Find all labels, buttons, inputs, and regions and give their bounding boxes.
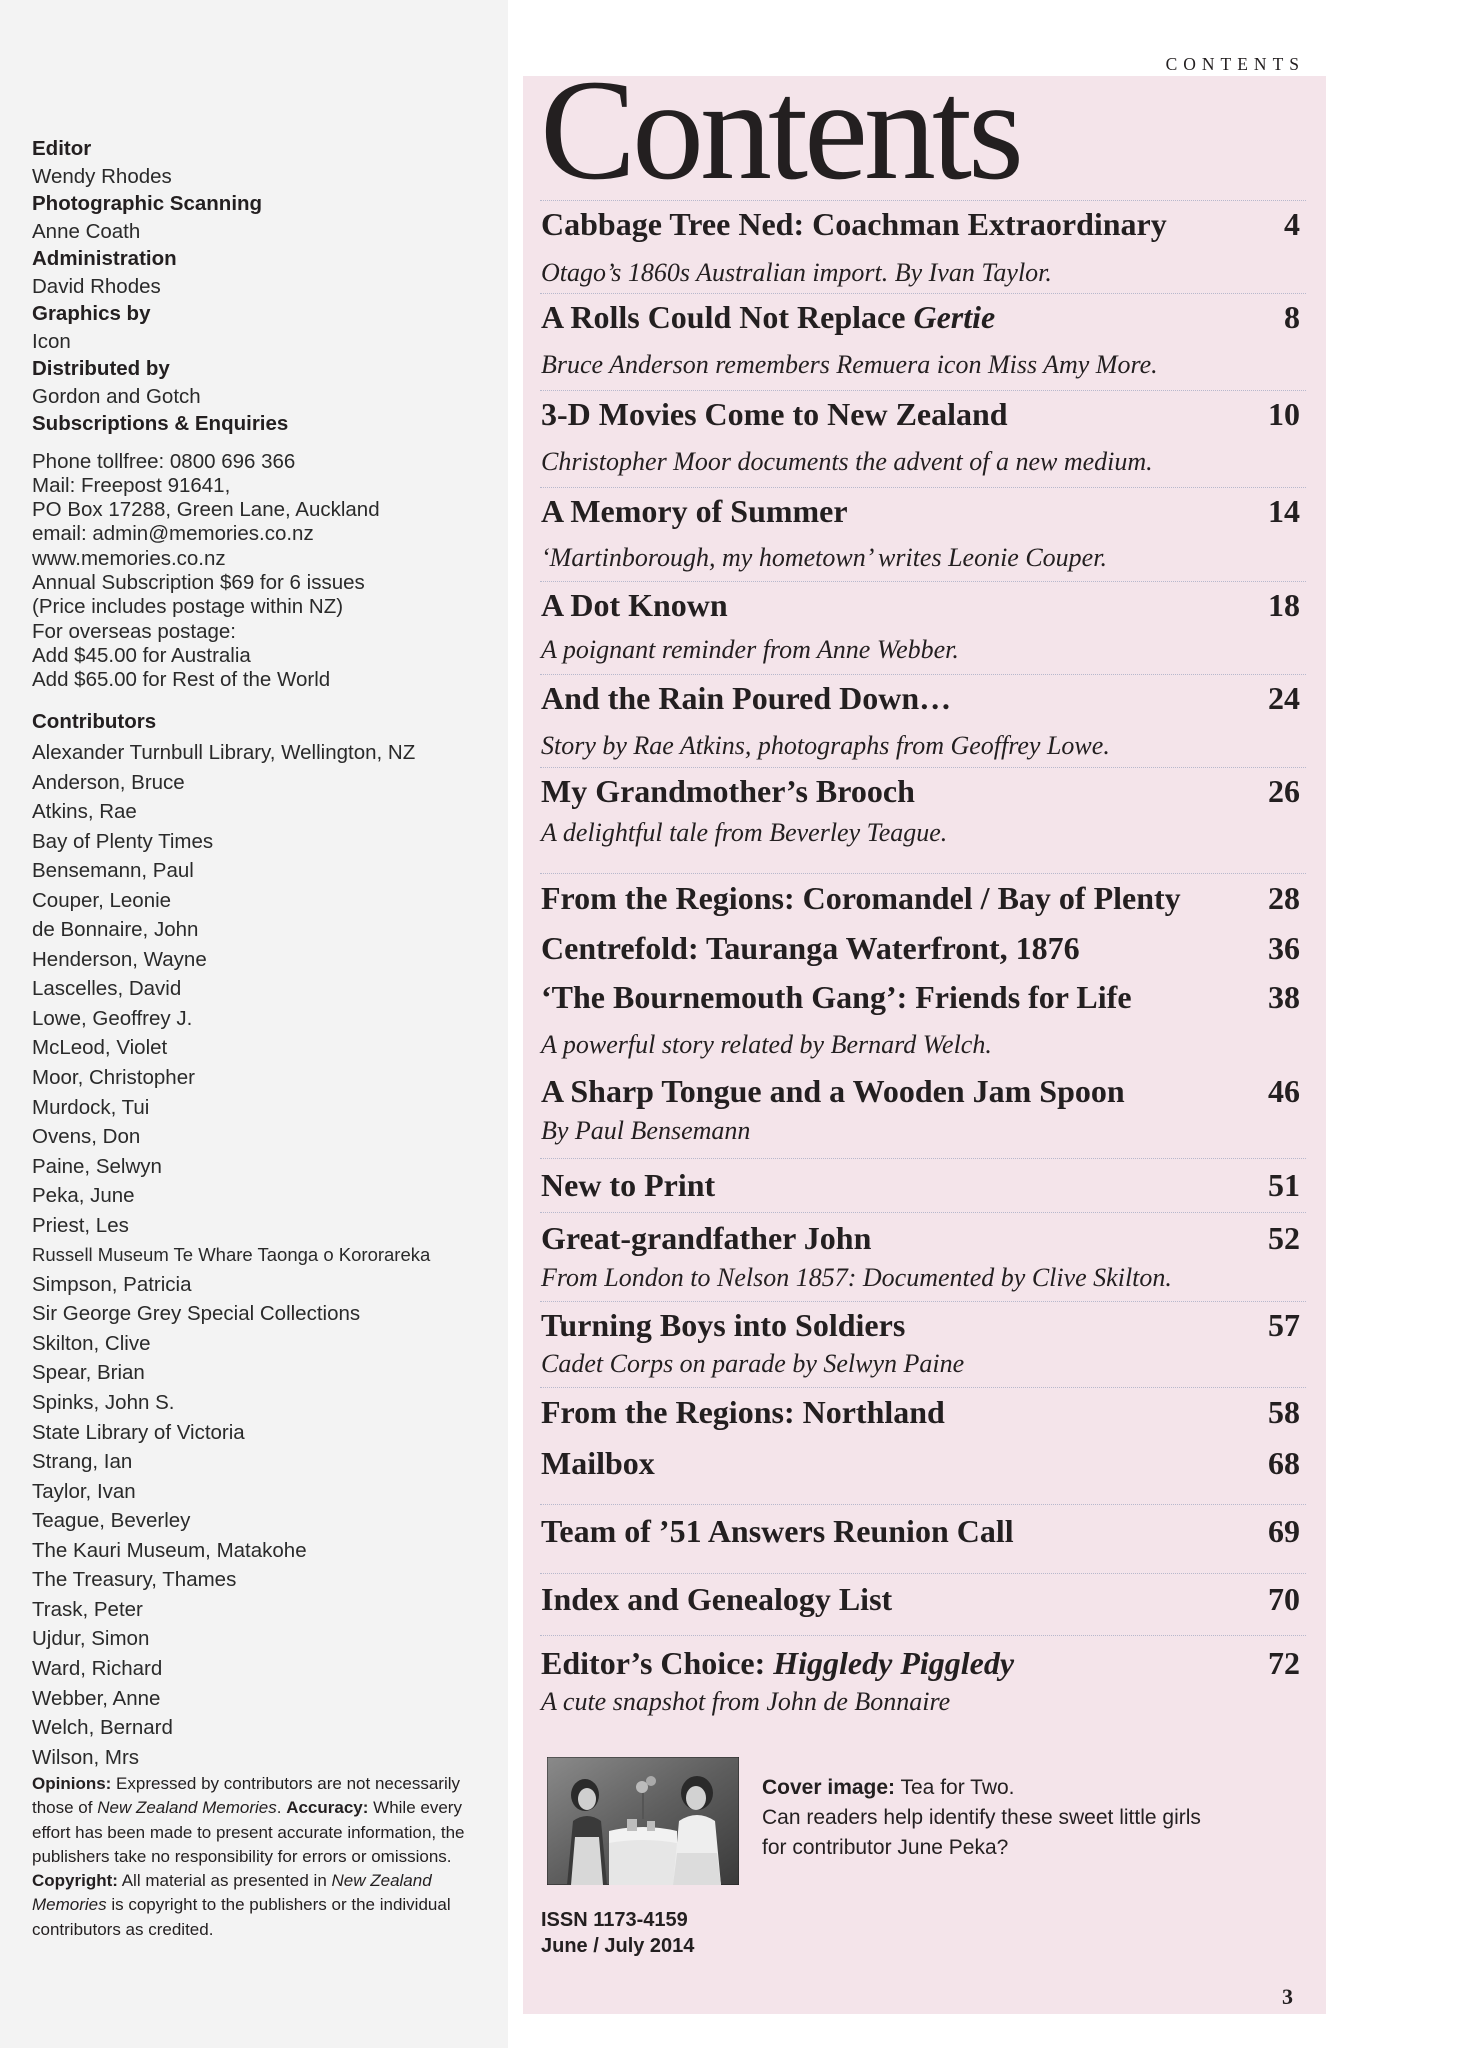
entry-description: Story by Rae Atkins, photographs from Geoffrey Lowe. (541, 731, 1110, 760)
issn: ISSN 1173-4159 (541, 1909, 688, 1931)
contributor-name: Couper, Leonie (32, 888, 172, 912)
cover-title: Tea for Two. (895, 1776, 1015, 1799)
divider (540, 767, 1306, 768)
contributor-name: Alexander Turnbull Library, Wellington, NZ (32, 741, 416, 764)
entry-page-number: 36 (1268, 930, 1300, 966)
entry-page-number: 70 (1268, 1581, 1300, 1617)
entry-page-number: 10 (1268, 396, 1300, 432)
subscription-line: Annual Subscription $69 for 6 issues (32, 570, 365, 594)
contributor-name: Ujdur, Simon (32, 1627, 150, 1651)
entry-page-number: 68 (1268, 1445, 1300, 1481)
entry-title[interactable]: Great-grandfather John (541, 1220, 872, 1256)
contributor-name: Paine, Selwyn (32, 1154, 162, 1178)
entry-description: From London to Nelson 1857: Documented by Clive Skilton. (541, 1263, 1172, 1292)
divider (540, 293, 1306, 294)
entry-title[interactable]: From the Regions: Northland (541, 1394, 945, 1430)
entry-title[interactable]: New to Print (541, 1167, 716, 1203)
masthead-entry (32, 190, 492, 245)
entry-description: Christopher Moor documents the advent of a new medium. (541, 447, 1153, 476)
masthead-name: Wendy Rhodes (32, 164, 172, 188)
contributor-name: Skilton, Clive (32, 1331, 151, 1355)
subscription-line: Mail: Freepost 91641, (32, 473, 231, 497)
publication-name: New Zealand Memories (32, 1871, 432, 1915)
entry-title[interactable]: Centrefold: Tauranga Waterfront, 1876 (541, 930, 1080, 966)
entry-title[interactable]: Team of ’51 Answers Reunion Call (541, 1513, 1014, 1549)
contributor-name: Priest, Les (32, 1213, 129, 1237)
masthead-entry (32, 355, 492, 410)
entry-title[interactable]: A Rolls Could Not Replace Gertie (541, 299, 996, 335)
entry-page-number: 4 (1284, 206, 1300, 242)
contributor-name: The Kauri Museum, Matakohe (32, 1538, 307, 1562)
subscription-line: www.memories.co.nz (32, 546, 226, 570)
contributor-name: Simpson, Patricia (32, 1272, 192, 1296)
subscription-line: PO Box 17288, Green Lane, Auckland (32, 498, 380, 522)
entry-page-number: 69 (1268, 1513, 1300, 1549)
entry-page-number: 14 (1268, 493, 1300, 529)
entry-page-number: 26 (1268, 773, 1300, 809)
contributor-name: Ward, Richard (32, 1656, 163, 1680)
masthead-name: Icon (32, 329, 71, 353)
subscriptions-heading: Subscriptions & Enquiries (32, 412, 289, 435)
issue-info (541, 1907, 694, 1959)
entry-page-number: 72 (1268, 1645, 1300, 1681)
contributor-name: Anderson, Bruce (32, 770, 185, 794)
entry-page-number: 28 (1268, 880, 1300, 916)
entry-title[interactable]: And the Rain Poured Down… (541, 680, 952, 716)
opinions-label: Opinions: (32, 1774, 112, 1793)
entry-description: By Paul Bensemann (541, 1116, 751, 1145)
entry-page-number: 58 (1268, 1394, 1300, 1430)
contributors (32, 709, 492, 1772)
masthead-role: Editor (32, 137, 92, 160)
contributor-name: Lascelles, David (32, 977, 182, 1001)
divider (540, 1158, 1306, 1159)
subscription-details (32, 450, 492, 693)
divider (540, 873, 1306, 874)
publication-name: New Zealand Memories (97, 1798, 277, 1818)
masthead-name: Anne Coath (32, 219, 141, 243)
entry-title[interactable]: Mailbox (541, 1445, 655, 1481)
entry-page-number: 38 (1268, 979, 1300, 1015)
entry-page-number: 18 (1268, 587, 1300, 623)
contributor-name: Spear, Brian (32, 1361, 145, 1385)
entry-title[interactable]: My Grandmother’s Brooch (541, 773, 915, 809)
cover-label: Cover image: (762, 1776, 896, 1799)
copyright-label: Copyright: (32, 1871, 118, 1891)
contributor-name: Peka, June (32, 1184, 135, 1208)
divider (540, 1635, 1306, 1636)
entry-title[interactable]: A Dot Known (541, 587, 728, 623)
masthead-entry (32, 135, 492, 190)
credits-sidebar (0, 0, 508, 2048)
divider (540, 487, 1306, 488)
divider (540, 200, 1306, 201)
accuracy-text: While every effort has been made to present accurate information, the publishers take no responsibility for errors or omissions. (32, 1798, 465, 1866)
issue-date: June / July 2014 (541, 1935, 695, 1957)
entry-page-number: 52 (1268, 1220, 1300, 1256)
cover-thumbnail (547, 1757, 739, 1885)
entry-page-number: 46 (1268, 1073, 1300, 1109)
divider (540, 390, 1306, 391)
contributor-name: Trask, Peter (32, 1597, 143, 1621)
entry-page-number: 24 (1268, 680, 1300, 716)
entry-page-number: 51 (1268, 1167, 1300, 1203)
contributor-list (32, 738, 492, 1772)
contributor-name: McLeod, Violet (32, 1036, 168, 1060)
masthead-role: Distributed by (32, 357, 170, 380)
cover-caption (762, 1773, 1302, 1863)
contributor-name: Teague, Beverley (32, 1509, 191, 1533)
divider (540, 1573, 1306, 1574)
contributor-name: Bay of Plenty Times (32, 829, 214, 853)
page-title: Contents (540, 51, 1021, 210)
contributors-heading: Contributors (32, 710, 157, 733)
copyright-text: All material as presented in (117, 1871, 332, 1891)
contributor-name: Lowe, Geoffrey J. (32, 1006, 193, 1030)
contributor-name: Bensemann, Paul (32, 859, 194, 883)
entry-description: Otago’s 1860s Australian import. By Ivan Taylor. (541, 258, 1052, 287)
contributor-name: The Treasury, Thames (32, 1568, 237, 1592)
contributor-name: Taylor, Ivan (32, 1479, 136, 1503)
contributor-name: Ovens, Don (32, 1125, 141, 1149)
masthead-name: David Rhodes (32, 274, 161, 298)
entry-title[interactable]: Index and Genealogy List (541, 1581, 893, 1617)
accuracy-label: Accuracy: (286, 1798, 369, 1818)
contributor-name: Spinks, John S. (32, 1391, 175, 1415)
entry-title[interactable]: Editor’s Choice: Higgledy Piggledy (541, 1645, 1015, 1681)
cover-caption-line: for contributor June Peka? (762, 1836, 1009, 1859)
masthead-entry (32, 300, 492, 355)
legal-notes: Opinions: Expressed by contributors are not necessarily those of New Zealand Memories. Accuracy: While every effort has been made to present accurate information, the publishers take no responsibility for errors or omissions. Copyright: All material as presented in New Zealand Memories is copyright to the publishers or the individual contributors as credited. (32, 1774, 465, 1939)
opinions-text: Expressed by contributors are not necessarily those of (32, 1774, 460, 1818)
contributor-name: Webber, Anne (32, 1686, 161, 1710)
contributor-name: Atkins, Rae (32, 800, 137, 824)
contributor-name: State Library of Victoria (32, 1420, 245, 1444)
entry-title[interactable]: A Memory of Summer (541, 493, 848, 529)
divider (540, 1387, 1306, 1388)
entry-title[interactable]: A Sharp Tongue and a Wooden Jam Spoon (541, 1073, 1125, 1109)
masthead-entry (32, 245, 492, 300)
divider (540, 1212, 1306, 1213)
divider (540, 581, 1306, 582)
entry-description: ‘Martinborough, my hometown’ writes Leonie Couper. (541, 543, 1107, 572)
entry-description: A powerful story related by Bernard Welch. (541, 1030, 992, 1059)
page-number: 3 (1282, 1984, 1293, 2009)
contributor-name: Russell Museum Te Whare Taonga o Kororareka (32, 1244, 431, 1266)
subscription-line: (Price includes postage within NZ) (32, 595, 344, 619)
contributor-name: Henderson, Wayne (32, 947, 207, 971)
contributor-name: Moor, Christopher (32, 1066, 195, 1090)
contributor-name: Wilson, Mrs (32, 1745, 140, 1769)
contributor-name: Sir George Grey Special Collections (32, 1302, 361, 1326)
entry-description: Bruce Anderson remembers Remuera icon Miss Amy More. (541, 350, 1158, 379)
contributor-name: Murdock, Tui (32, 1095, 150, 1119)
entry-description: Cadet Corps on parade by Selwyn Paine (541, 1349, 965, 1378)
entry-page-number: 8 (1284, 299, 1300, 335)
entry-title[interactable]: 3-D Movies Come to New Zealand (541, 396, 1008, 432)
section-label: CONTENTS (1165, 54, 1305, 74)
contributor-name: Strang, Ian (32, 1450, 133, 1474)
contributor-name: de Bonnaire, John (32, 918, 199, 942)
entry-description: A poignant reminder from Anne Webber. (541, 635, 959, 664)
masthead-role: Graphics by (32, 302, 151, 325)
entry-description: A cute snapshot from John de Bonnaire (541, 1687, 951, 1716)
masthead (32, 135, 492, 692)
subscription-line: Add $45.00 for Australia (32, 643, 251, 667)
divider (540, 1301, 1306, 1302)
subscription-line: Phone tollfree: 0800 696 366 (32, 449, 296, 473)
contributor-name: Welch, Bernard (32, 1716, 173, 1740)
masthead-role: Photographic Scanning (32, 192, 263, 215)
masthead-role: Administration (32, 247, 177, 270)
subscription-line: Add $65.00 for Rest of the World (32, 668, 331, 692)
entry-title[interactable]: Turning Boys into Soldiers (541, 1307, 906, 1343)
masthead-name: Gordon and Gotch (32, 384, 201, 408)
entry-title[interactable]: Cabbage Tree Ned: Coachman Extraordinary (541, 206, 1167, 242)
divider (540, 674, 1306, 675)
subscription-line: email: admin@memories.co.nz (32, 522, 314, 546)
divider (540, 1504, 1306, 1505)
entry-page-number: 57 (1268, 1307, 1300, 1343)
subscription-line: For overseas postage: (32, 619, 236, 643)
entry-title[interactable]: From the Regions: Coromandel / Bay of Plenty (541, 880, 1181, 916)
entry-title[interactable]: ‘The Bournemouth Gang’: Friends for Life (541, 979, 1132, 1015)
cover-caption-line: Can readers help identify these sweet little girls (762, 1806, 1201, 1829)
entry-description: A delightful tale from Beverley Teague. (541, 818, 948, 847)
